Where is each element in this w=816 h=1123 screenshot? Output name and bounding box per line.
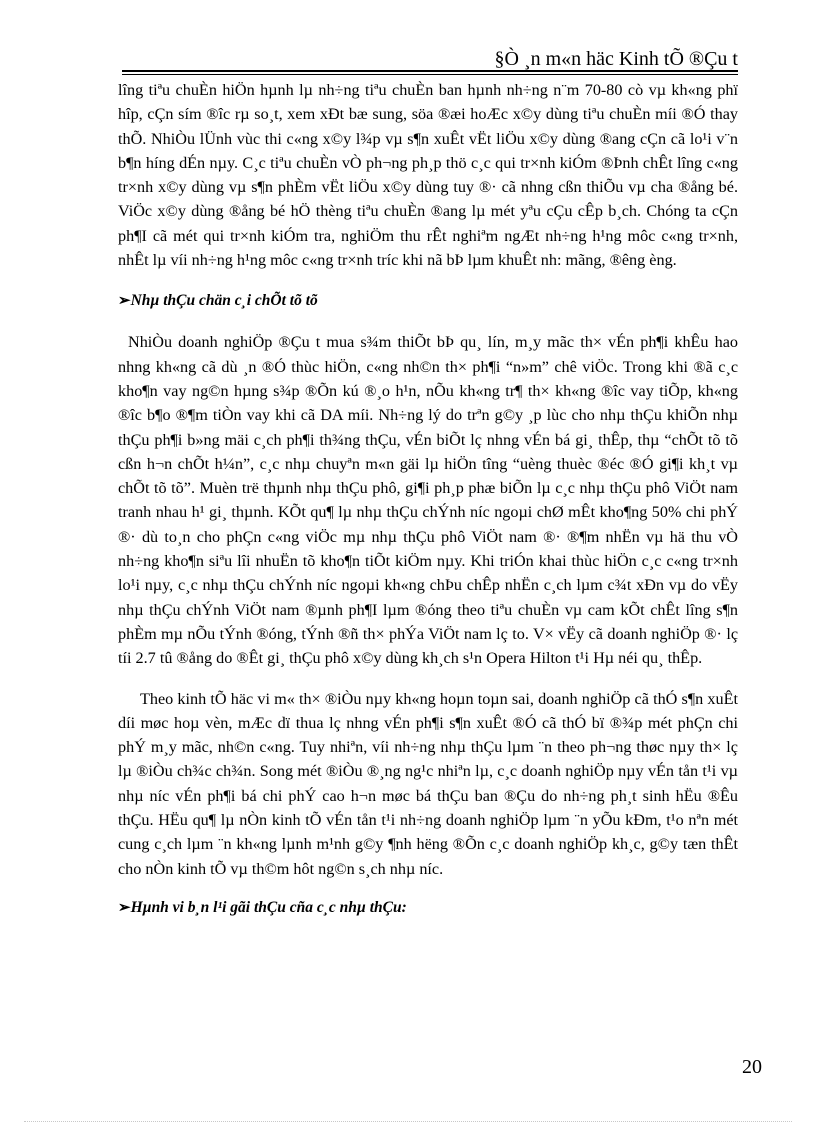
header-rule-thick [122, 70, 738, 72]
section-heading-1 [118, 290, 738, 312]
arrow-bullet-icon: ➢ [118, 899, 131, 916]
paragraph-2: NhiÒu doanh nghiÖp ®Çu t mua s¾m thiÕt bÞ qu¸ lín, m¸y mãc th× vÉn ph¶i khÊu hao nhng kh«ng cã dù ¸n ®Ó thùc hiÖn, c«ng nh©n th× ph¶i “n»m” chê viÖc. Trong khi ®ã c¸c kho¶n vay ng©n hµng s¾p ®Õn kú ®¸o h¹n, nÕu kh«ng tr¶ th× kh«ng ®îc vay tiÕp, kh«ng ®îc b¶o ®¶m tiÒn vay khi cã DA míi. Nh÷ng lý do trªn g©y ¸p lùc cho nhµ thÇu khiÕn nhµ thÇu ph¶i b»ng mäi c¸ch ph¶i th¾ng thÇu, vÉn biÕt lç nhng vÉn bá gi¸ thÊp, thµ “chÕt tõ tõ cßn h¬n chÕt h¼n”, c¸c nhµ chuyªn m«n gäi lµ hiÖn tîng “uèng thuèc ®éc ®Ó gi¶i kh¸t vµ chÕt tõ tõ”. Muèn trë thµnh nhµ thÇu phô, gi¶i ph¸p phæ biÕn lµ c¸c nhµ thÇu phô ViÖt nam tranh nhau h¹ gi¸ thµnh. KÕt qu¶ lµ nhµ thÇu chÝnh níc ngoµi chØ mÊt kho¶ng 50% chi phÝ ®· dù to¸n cho phÇn c«ng viÖc mµ nhµ thÇu phô ViÖt nam ®· ®¶m nhËn vµ hä thu vÒ nh÷ng kho¶n siªu lîi nhuËn tõ kho¶n tiÕt kiÖm nµy. Khi triÓn khai thùc hiÖn c¸c c«ng tr×nh lo¹i nµy, c¸c nhµ thÇu chÝnh níc ngoµi kh«ng chÞu chÊp nhËn c¸ch lµm c¾t xÐn vµ do vËy nhµ thÇu chÝnh ViÖt nam ®µnh ph¶I lµm ®óng theo tiªu chuÈn vµ cam kÕt chÊt lîng s¶n phÈm mµ nÕu tÝnh ®óng, tÝnh ®ñ th× phÝa ViÖt nam lç to. V× vËy cã doanh nghiÖp ®· lç tíi 2.7 tû ®ång do ®Êt gi¸ thÇu phô x©y dùng kh¸ch s¹n Opera Hilton t¹i Hµ néi qu¸ thÊp. [118, 333, 738, 668]
page-number: 20 [742, 1056, 762, 1078]
arrow-bullet-icon: ➢ [118, 293, 131, 310]
running-header: §Ò ¸n m«n häc Kinh tÕ ®Çu t [494, 48, 738, 70]
paragraph-1: lîng tiªu chuÈn hiÖn hµnh lµ nh÷ng tiªu chuÈn ban hµnh nh÷ng n¨m 70-80 cò vµ kh«ng phï hîp, cÇn sím ®îc rµ so¸t, xem xÐt bæ sung, söa ®æi hoÆc x©y dùng tiªu chuÈn míi ®Ó thay thÕ. NhiÒu lÜnh vùc thi c«ng x©y l¾p vµ s¶n xuÊt vËt liÖu x©y dùng ®ang cÇn cã lo¹i v¨n b¶n híng dÉn nµy. C¸c tiªu chuÈn vÒ ph¬ng ph¸p thö c¸c qui tr×nh kiÓm ®Þnh chÊt lîng c«ng tr×nh x©y dùng vµ s¶n phÈm vËt liÖu x©y dùng tuy ®· cã nhng cßn thiÕu vµ cha ®ång bé. ViÖc x©y dùng ®ång bé hÖ thèng tiªu chuÈn ®ang lµ mét yªu cÇu cÊp b¸ch. Chóng ta cÇn ph¶I cã mét qui tr×nh kiÓm tra, nghiÖm thu rÊt nghiªm ngÆt nh÷ng h¹ng môc c«ng tr×nh, nhÊt lµ víi nh÷ng h¹ng môc c«ng tr×nh tríc khi nã bÞ lµm khuÊt nh: mãng, ®êng èng. [118, 81, 738, 270]
section-heading-2 [118, 897, 738, 919]
header-rule-thin [122, 74, 738, 75]
body-text [118, 78, 738, 919]
section-heading-1-text: Nhµ thÇu chän c¸i chÕt tõ tõ [130, 292, 318, 310]
page-bottom-divider [24, 1121, 792, 1122]
paragraph-3: Theo kinh tÕ häc vi m« th× ®iÒu nµy kh«ng hoµn toµn sai, doanh nghiÖp cã thÓ s¶n xuÊt díi møc hoµ vèn, mÆc dï thua lç nhng vÉn ph¶i s¶n xuÊt ®Ó cã thÓ bï ®¾p mét phÇn chi phÝ m¸y mãc, nh©n c«ng. Tuy nhiªn, víi nh÷ng nhµ thÇu lµm ¨n theo ph¬ng thøc nµy th× lç lµ ®iÒu ch¾c ch¾n. Song mét ®iÒu ®¸ng ng¹c nhiªn lµ, c¸c doanh nghiÖp nµy vÉn tån t¹i vµ nhµ níc vÉn ph¶i bá chi phÝ cao h¬n møc bá thÇu ban ®Çu do nh÷ng ph¸t sinh hËu ®Êu thÇu. HËu qu¶ lµ nÒn kinh tÕ vÉn tån t¹i nh÷ng doanh nghiÖp lµm ¨n yÕu kÐm, t¹o nªn mét cung c¸ch lµm ¨n kh«ng lµnh m¹nh g©y ¶nh hëng ®Õn c¸c doanh nghiÖp kh¸c, g©y tæn thÊt cho nÒn kinh tÕ vµ th©m hôt ng©n s¸ch nhµ níc. [118, 689, 738, 878]
section-heading-2-text: Hµnh vi b¸n l¹i gãi thÇu cña c¸c nhµ thÇu: [130, 898, 407, 916]
